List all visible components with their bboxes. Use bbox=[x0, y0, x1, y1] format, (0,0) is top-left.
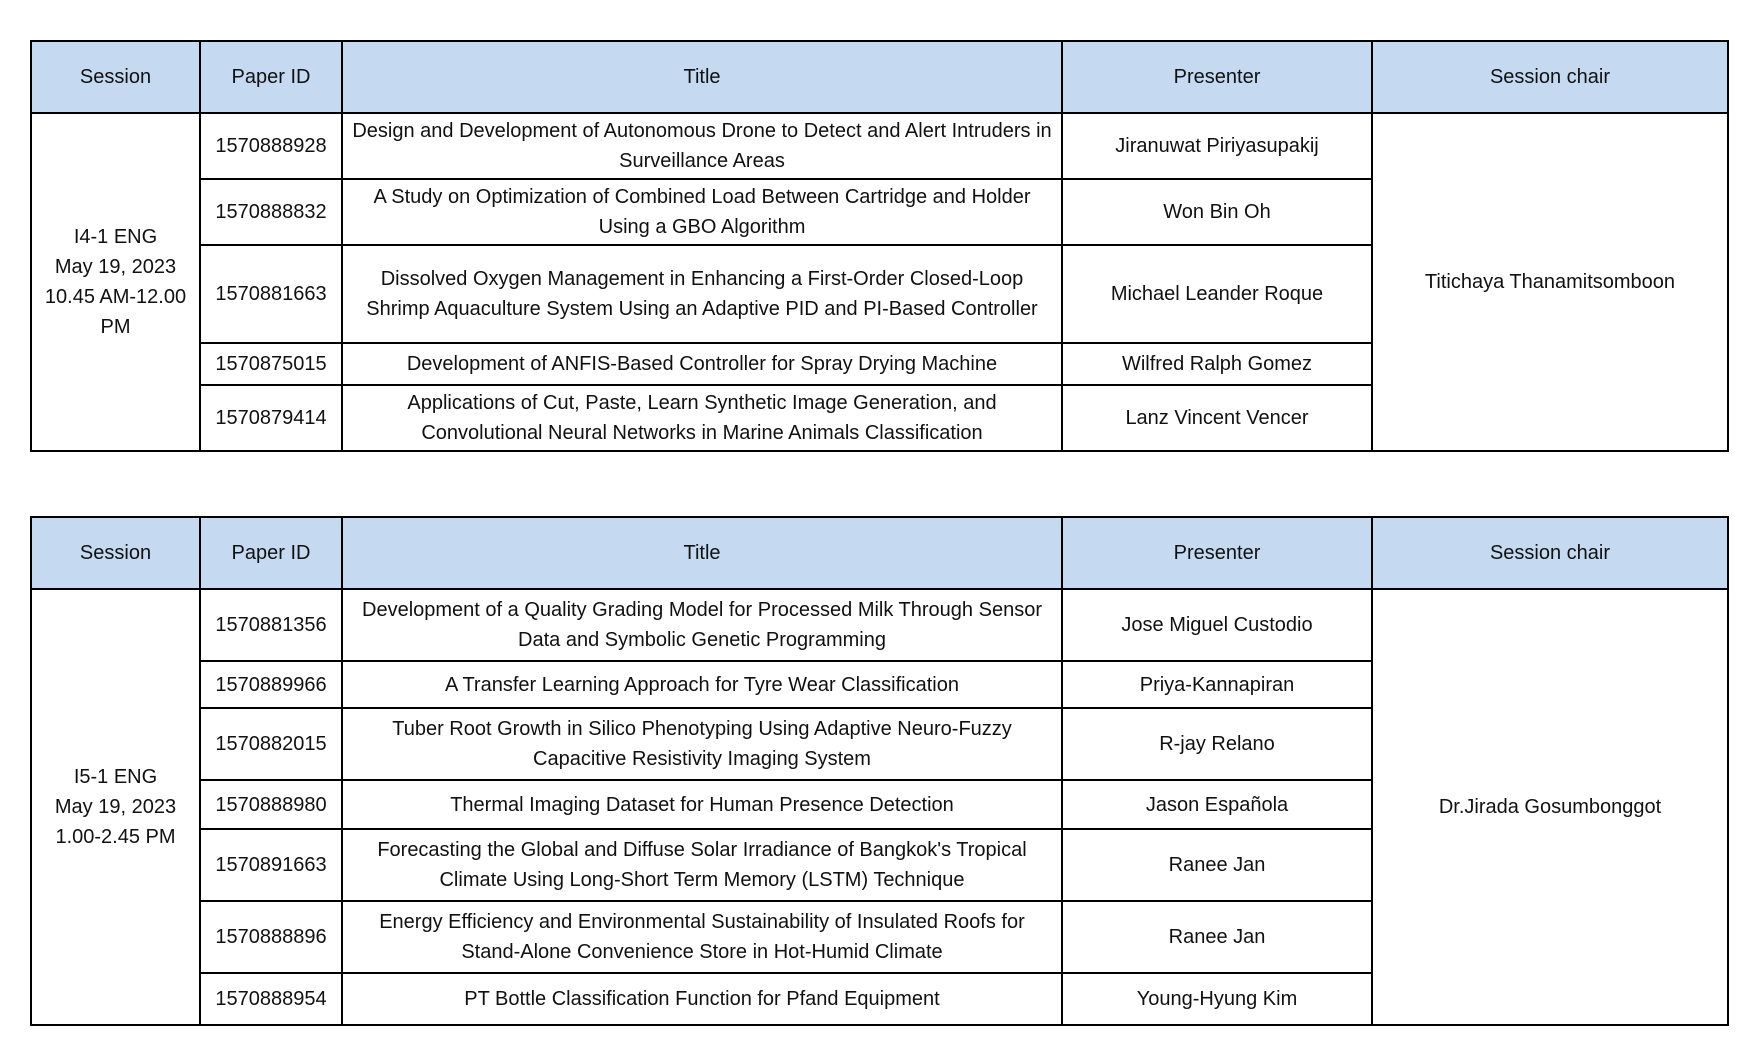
presenter-cell: Lanz Vincent Vencer bbox=[1062, 385, 1372, 451]
title-cell: Design and Development of Autonomous Drone to Detect and Alert Intruders in Surveillance Areas bbox=[342, 113, 1062, 179]
header-session: Session bbox=[31, 517, 200, 589]
presenter-cell: Michael Leander Roque bbox=[1062, 245, 1372, 343]
presenter-cell: Won Bin Oh bbox=[1062, 179, 1372, 245]
paper-id-cell: 1570888980 bbox=[200, 780, 342, 829]
table-row bbox=[31, 113, 1728, 179]
paper-id-cell: 1570879414 bbox=[200, 385, 342, 451]
session-table-i4-1 bbox=[30, 40, 1729, 452]
presenter-cell: Wilfred Ralph Gomez bbox=[1062, 343, 1372, 385]
presenter-cell: Priya-Kannapiran bbox=[1062, 661, 1372, 708]
paper-id-cell: 1570888928 bbox=[200, 113, 342, 179]
title-cell: Applications of Cut, Paste, Learn Synthetic Image Generation, and Convolutional Neural Networks in Marine Animals Classification bbox=[342, 385, 1062, 451]
presenter-cell: R-jay Relano bbox=[1062, 708, 1372, 780]
session-table-i5-1 bbox=[30, 516, 1729, 1026]
presenter-cell: Jose Miguel Custodio bbox=[1062, 589, 1372, 661]
title-cell: A Study on Optimization of Combined Load Between Cartridge and Holder Using a GBO Algorithm bbox=[342, 179, 1062, 245]
table-header-row bbox=[31, 41, 1728, 113]
session-date: May 19, 2023 bbox=[54, 256, 177, 278]
session-code: I4-1 ENG bbox=[73, 226, 158, 248]
presenter-cell: Ranee Jan bbox=[1062, 829, 1372, 901]
session-code: I5-1 ENG bbox=[73, 766, 158, 788]
title-cell: A Transfer Learning Approach for Tyre Wear Classification bbox=[342, 661, 1062, 708]
session-chair-cell: Titichaya Thanamitsomboon bbox=[1372, 113, 1728, 451]
session-time: 10.45 AM-12.00 bbox=[44, 286, 187, 308]
paper-id-cell: 1570882015 bbox=[200, 708, 342, 780]
paper-id-cell: 1570891663 bbox=[200, 829, 342, 901]
presenter-cell: Ranee Jan bbox=[1062, 901, 1372, 973]
session-info-cell bbox=[31, 589, 200, 1025]
title-cell: Thermal Imaging Dataset for Human Presence Detection bbox=[342, 780, 1062, 829]
header-paper-id: Paper ID bbox=[200, 41, 342, 113]
session-date: May 19, 2023 bbox=[54, 796, 177, 818]
paper-id-cell: 1570875015 bbox=[200, 343, 342, 385]
presenter-cell: Jason Española bbox=[1062, 780, 1372, 829]
header-title: Title bbox=[342, 517, 1062, 589]
title-cell: PT Bottle Classification Function for Pfand Equipment bbox=[342, 973, 1062, 1025]
header-title: Title bbox=[342, 41, 1062, 113]
table-row bbox=[31, 589, 1728, 661]
paper-id-cell: 1570889966 bbox=[200, 661, 342, 708]
paper-id-cell: 1570881356 bbox=[200, 589, 342, 661]
paper-id-cell: 1570888954 bbox=[200, 973, 342, 1025]
header-presenter: Presenter bbox=[1062, 41, 1372, 113]
title-cell: Forecasting the Global and Diffuse Solar Irradiance of Bangkok's Tropical Climate Using Long-Short Term Memory (LSTM) Technique bbox=[342, 829, 1062, 901]
header-session: Session bbox=[31, 41, 200, 113]
header-paper-id: Paper ID bbox=[200, 517, 342, 589]
title-cell: Dissolved Oxygen Management in Enhancing a First-Order Closed-Loop Shrimp Aquaculture System Using an Adaptive PID and PI-Based Controller bbox=[342, 245, 1062, 343]
session-time: 1.00-2.45 PM bbox=[55, 826, 176, 848]
session-info-cell bbox=[31, 113, 200, 451]
paper-id-cell: 1570888896 bbox=[200, 901, 342, 973]
title-cell: Development of a Quality Grading Model for Processed Milk Through Sensor Data and Symbolic Genetic Programming bbox=[342, 589, 1062, 661]
header-session-chair: Session chair bbox=[1372, 41, 1728, 113]
paper-id-cell: 1570888832 bbox=[200, 179, 342, 245]
presenter-cell: Young-Hyung Kim bbox=[1062, 973, 1372, 1025]
table-header-row bbox=[31, 517, 1728, 589]
title-cell: Development of ANFIS-Based Controller for Spray Drying Machine bbox=[342, 343, 1062, 385]
paper-id-cell: 1570881663 bbox=[200, 245, 342, 343]
title-cell: Tuber Root Growth in Silico Phenotyping Using Adaptive Neuro-Fuzzy Capacitive Resistivity Imaging System bbox=[342, 708, 1062, 780]
session-time-suffix: PM bbox=[100, 316, 131, 338]
presenter-cell: Jiranuwat Piriyasupakij bbox=[1062, 113, 1372, 179]
session-chair-cell: Dr.Jirada Gosumbonggot bbox=[1372, 589, 1728, 1025]
title-cell: Energy Efficiency and Environmental Sustainability of Insulated Roofs for Stand-Alone Convenience Store in Hot-Humid Climate bbox=[342, 901, 1062, 973]
header-session-chair: Session chair bbox=[1372, 517, 1728, 589]
header-presenter: Presenter bbox=[1062, 517, 1372, 589]
